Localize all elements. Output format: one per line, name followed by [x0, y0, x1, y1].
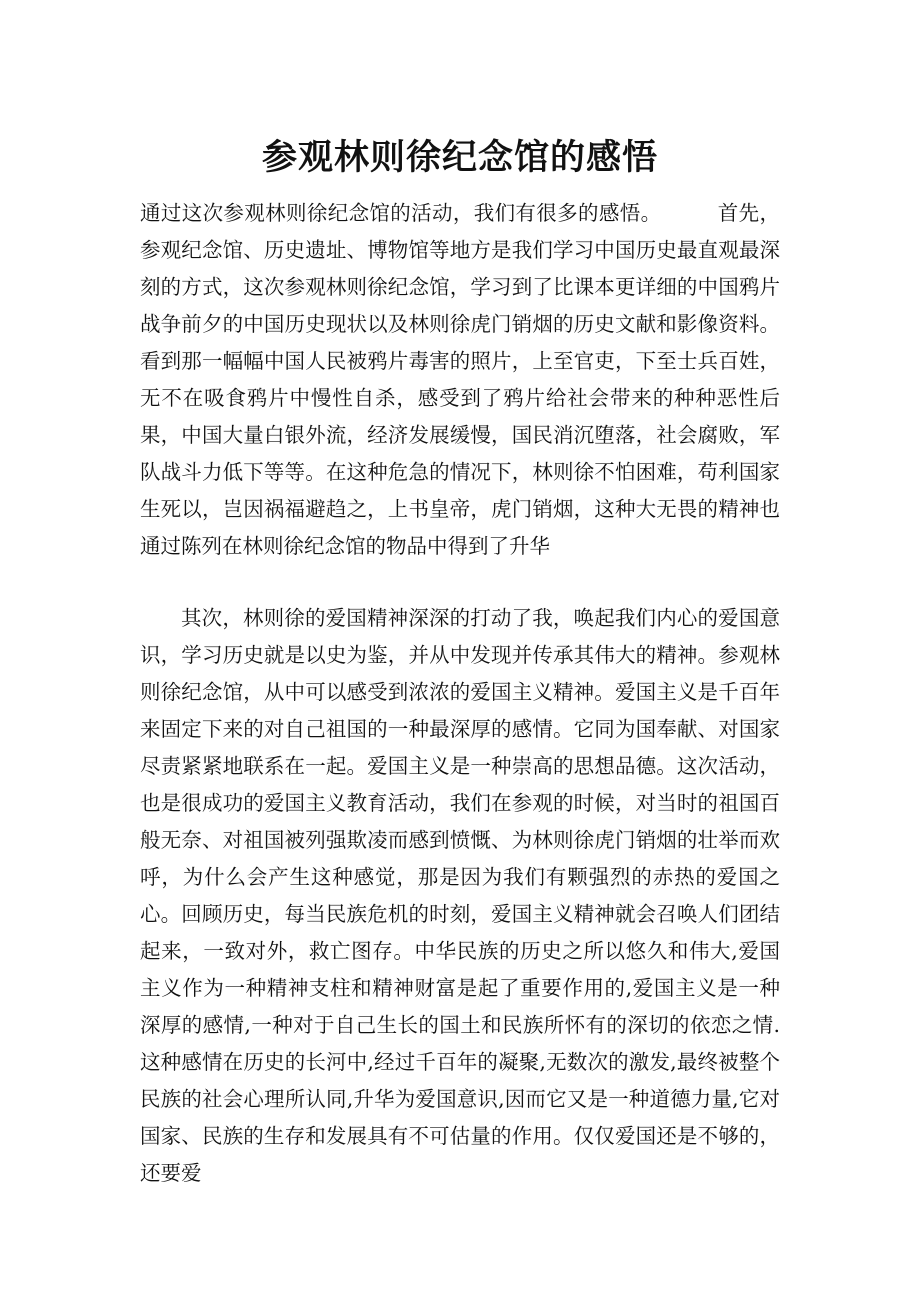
paragraph-2: [140, 600, 780, 1192]
document-title: 参观林则徐纪念馆的感悟: [261, 138, 658, 179]
paragraph-1-text: 首先，参观纪念馆、历史遗址、博物馆等地方是我们学习中国历史最直观最深刻的方式，这次参观林则徐纪念馆，学习到了比课本更详细的中国鸦片战争前夕的中国历史现状以及林则徐虎门销烟的历史文献和影像资料。看到那一幅幅中国人民被鸦片毒害的照片，上至官吏，下至士兵百姓，无不在吸食鸦片中慢性自杀，感受到了鸦片给社会带来的种种恶性后果，中国大量白银外流，经济发展缓慢，国民消沉堕落，社会腐败，军队战斗力低下等等。在这种危急的情况下，林则徐不怕困难，苟利国家生死以，岂因祸福避趋之，上书皇帝，虎门销烟，这种大无畏的精神也通过陈列在林则徐纪念馆的物品中得到了升华: [140, 201, 781, 558]
paragraph-2-text: 其次，林则徐的爱国精神深深的打动了我，唤起我们内心的爱国意识，学习历史就是以史为鉴，并从中发现并传承其伟大的精神。参观林则徐纪念馆，从中可以感受到浓浓的爱国主义精神。爱国主义是千百年来固定下来的对自己祖国的一种最深厚的感情。它同为国奉献、对国家尽责紧紧地联系在一起。爱国主义是一种崇高的思想品德。这次活动，也是很成功的爱国主义教育活动，我们在参观的时候，对当时的祖国百般无奈、对祖国被列强欺凌而感到愤慨、为林则徐虎门销烟的壮举而欢呼，为什么会产生这种感觉，那是因为我们有颗强烈的赤热的爱国之心。回顾历史，每当民族危机的时刻，爱国主义精神就会召唤人们团结起来，一致对外，救亡图存。中华民族的历史之所以悠久和伟大,爱国主义作为一种精神支柱和精神财富是起了重要作用的,爱国主义是一种深厚的感情,一种对于自己生长的国土和民族所怀有的深切的依恋之情.这种感情在历史的长河中,经过千百年的凝聚,无数次的激发,最终被整个民族的社会心理所认同,升华为爱国意识,因而它又是一种道德力量,它对国家、民族的生存和发展具有不可估量的作用。仅仅爱国还是不够的，还要爱: [140, 606, 780, 1185]
paragraph-1-lead: 通过这次参观林则徐纪念馆的活动，我们有很多的感悟。: [140, 201, 662, 225]
paragraph-1: [140, 195, 780, 565]
